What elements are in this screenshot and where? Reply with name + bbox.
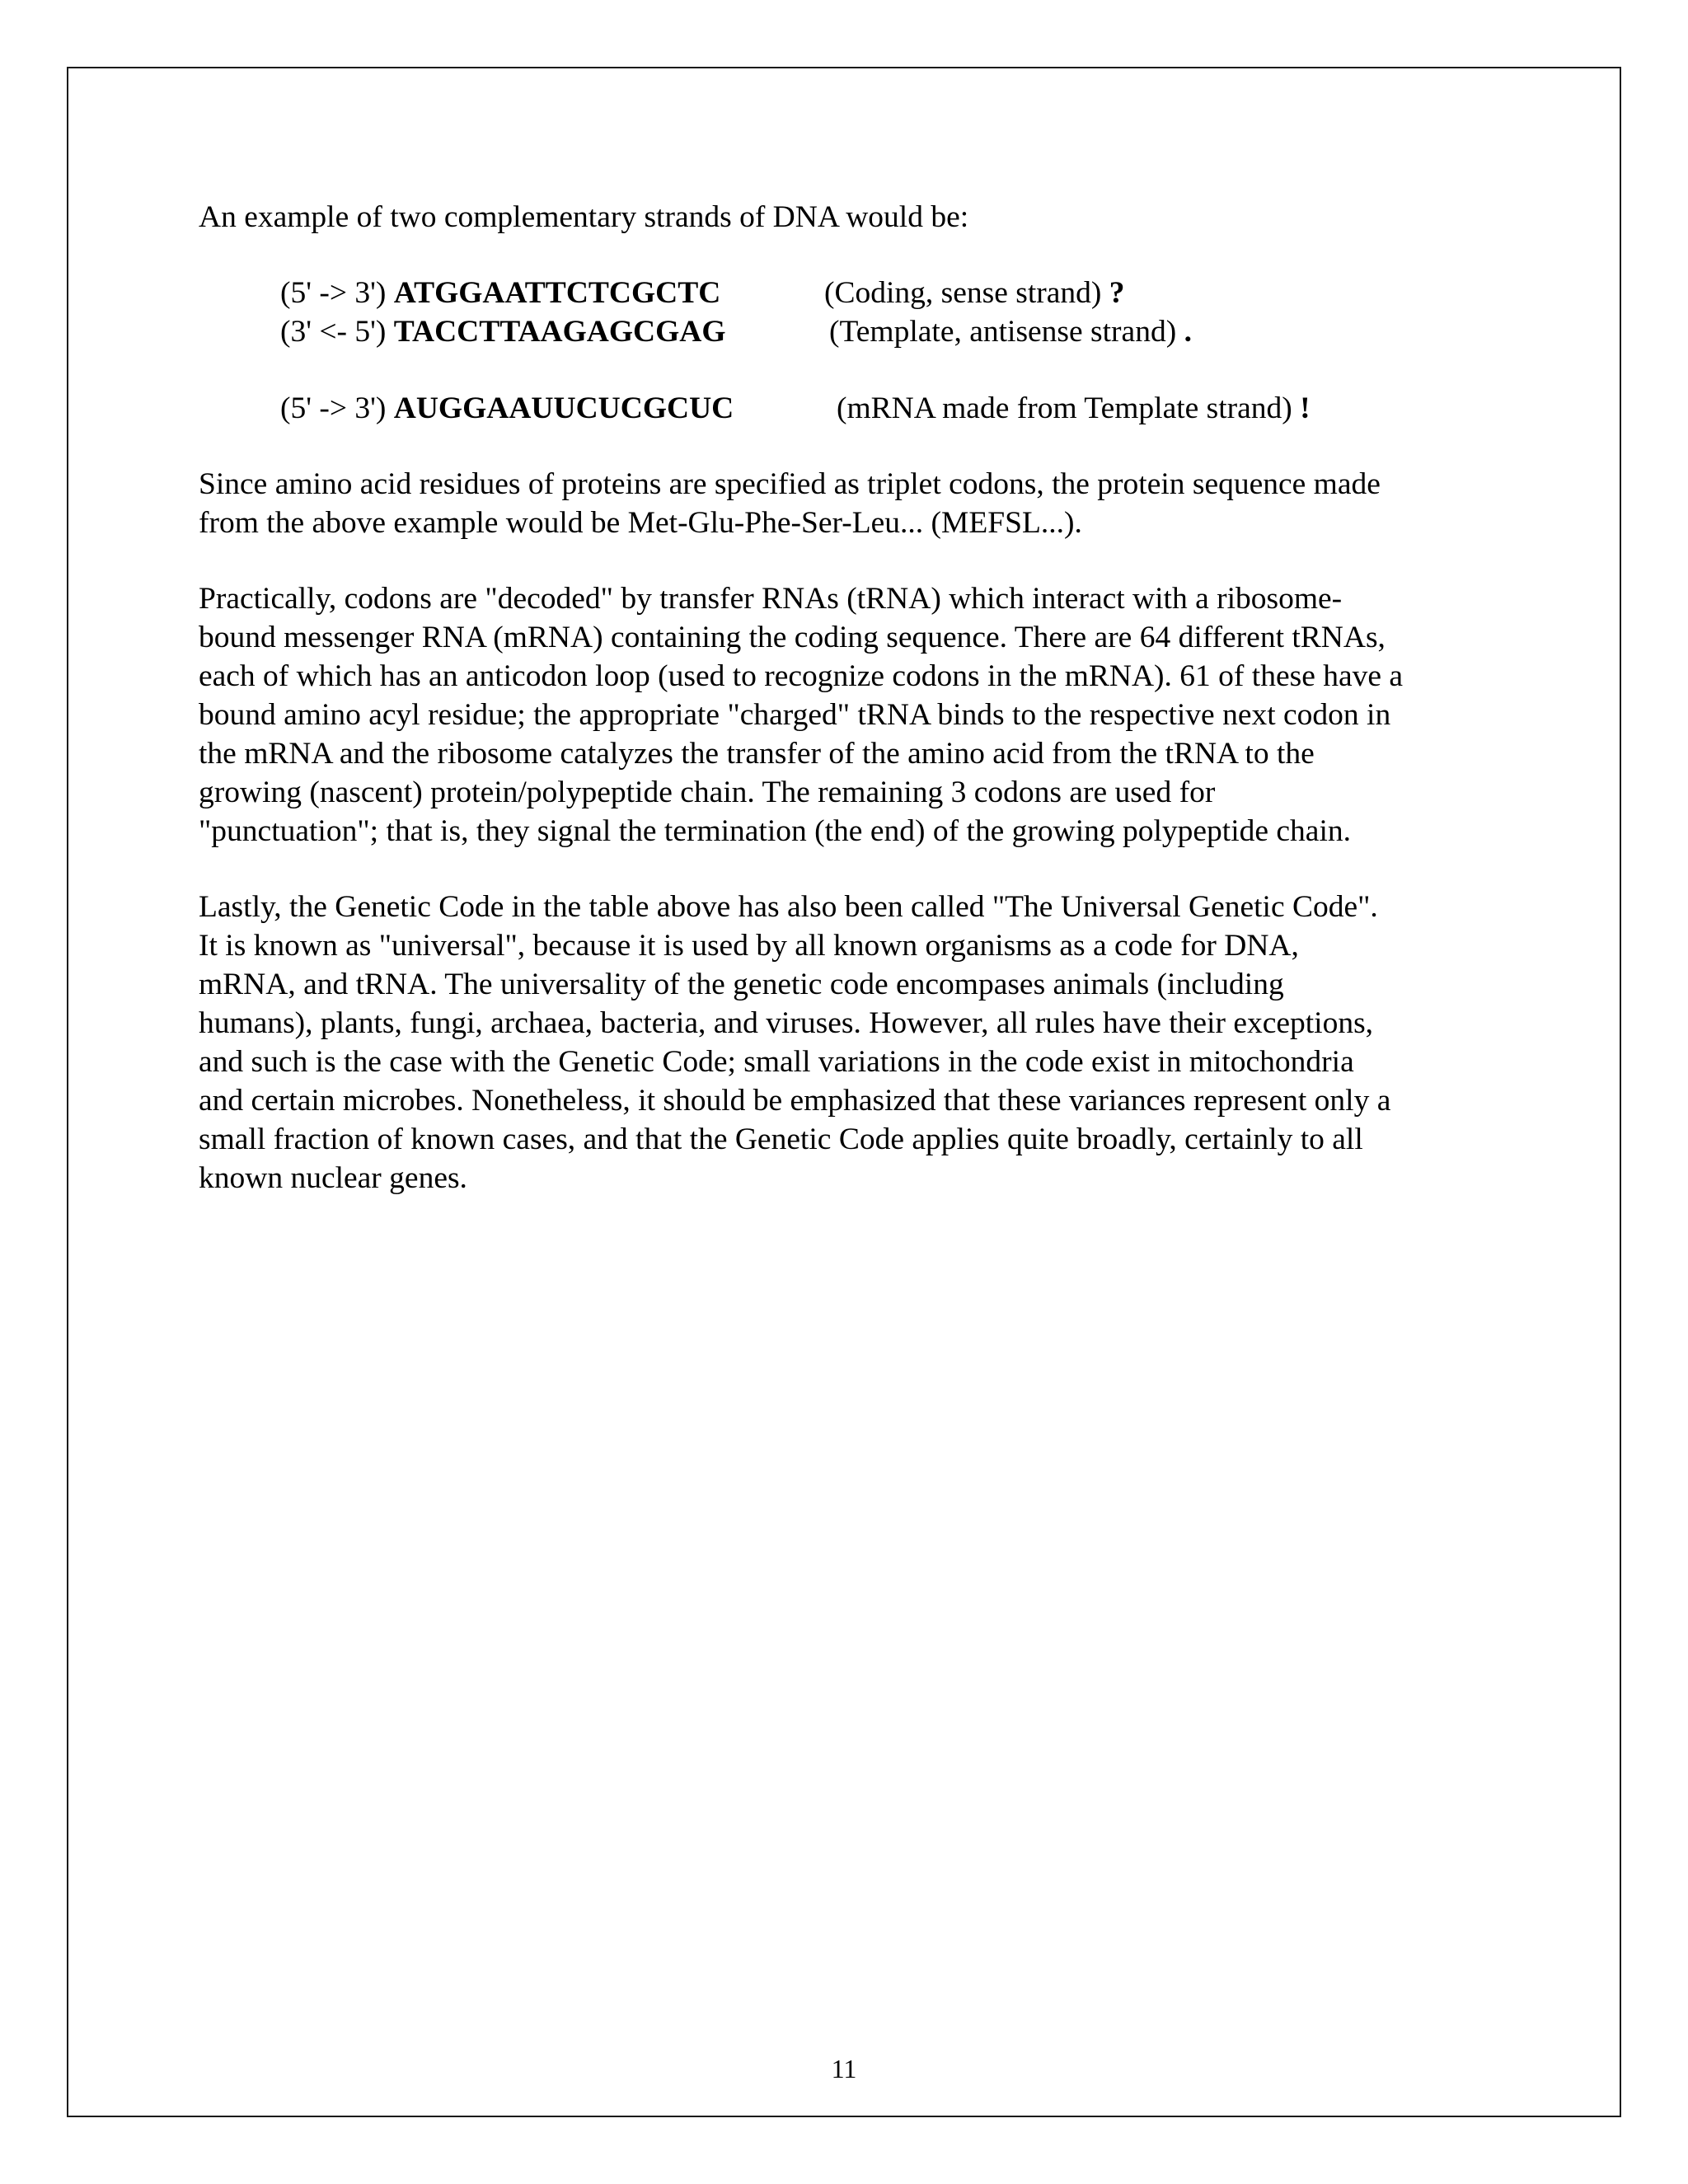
text-line: the mRNA and the ribosome catalyzes the transfer of the amino acid from the tRNA to the [199, 737, 1315, 771]
mrna-strand-line [280, 389, 1550, 428]
text-line: Lastly, the Genetic Code in the table above has also been called "The Universal Genetic Code". [199, 890, 1378, 924]
strand-direction: (3' <- 5') [280, 315, 394, 349]
page-number: 11 [831, 2054, 857, 2083]
strand-sequence: TACCTTAAGAGCGAG [393, 315, 726, 349]
intro-line: An example of two complementary strands of DNA would be: [199, 200, 969, 234]
document-body [199, 198, 1550, 1197]
text-line: Since amino acid residues of proteins are specified as triplet codons, the protein sequence made [199, 467, 1381, 501]
strand-description: (mRNA made from Template strand) [837, 391, 1301, 425]
strand-mark: . [1184, 315, 1192, 349]
text-line: humans), plants, fungi, archaea, bacteria, and viruses. However, all rules have their exceptions, [199, 1006, 1374, 1040]
text-line: "punctuation"; that is, they signal the termination (the end) of the growing polypeptide chain. [199, 814, 1351, 848]
paragraph-universal-code [199, 888, 1550, 1197]
text-line: and certain microbes. Nonetheless, it should be emphasized that these variances represent only a [199, 1084, 1391, 1118]
strand-direction: (5' -> 3') [280, 391, 394, 425]
text-line: known nuclear genes. [199, 1161, 467, 1195]
strand-description: (Coding, sense strand) [824, 276, 1109, 310]
paragraph-trna-decoding [199, 579, 1550, 851]
text-line: and such is the case with the Genetic Code; small variations in the code exist in mitochondria [199, 1045, 1354, 1079]
text-line: each of which has an anticodon loop (used to recognize codons in the mRNA). 61 of these have a [199, 659, 1404, 693]
coding-strand-line [280, 274, 1550, 312]
strand-direction: (5' -> 3') [280, 276, 394, 310]
paragraph-protein-sequence [199, 465, 1550, 542]
text-line: mRNA, and tRNA. The universality of the genetic code encompases animals (including [199, 968, 1284, 1001]
strand-description: (Template, antisense strand) [829, 315, 1184, 349]
text-line: small fraction of known cases, and that the Genetic Code applies quite broadly, certainly to all [199, 1122, 1363, 1156]
strand-sequence: ATGGAATTCTCGCTC [393, 276, 721, 310]
text-line: bound messenger RNA (mRNA) containing the coding sequence. There are 64 different tRNAs, [199, 621, 1386, 654]
strand-sequence: AUGGAAUUCUCGCUC [393, 391, 734, 425]
strand-mark: ! [1300, 391, 1311, 425]
template-strand-line [280, 312, 1550, 351]
text-line: It is known as "universal", because it is used by all known organisms as a code for DNA, [199, 929, 1299, 963]
strand-mark: ? [1109, 276, 1125, 310]
text-line: growing (nascent) protein/polypeptide chain. The remaining 3 codons are used for [199, 776, 1216, 809]
text-line: Practically, codons are "decoded" by transfer RNAs (tRNA) which interact with a ribosome- [199, 582, 1343, 616]
text-line: from the above example would be Met-Glu-Phe-Ser-Leu... (MEFSL...). [199, 506, 1082, 540]
text-line: bound amino acyl residue; the appropriate "charged" tRNA binds to the respective next codon in [199, 698, 1391, 732]
